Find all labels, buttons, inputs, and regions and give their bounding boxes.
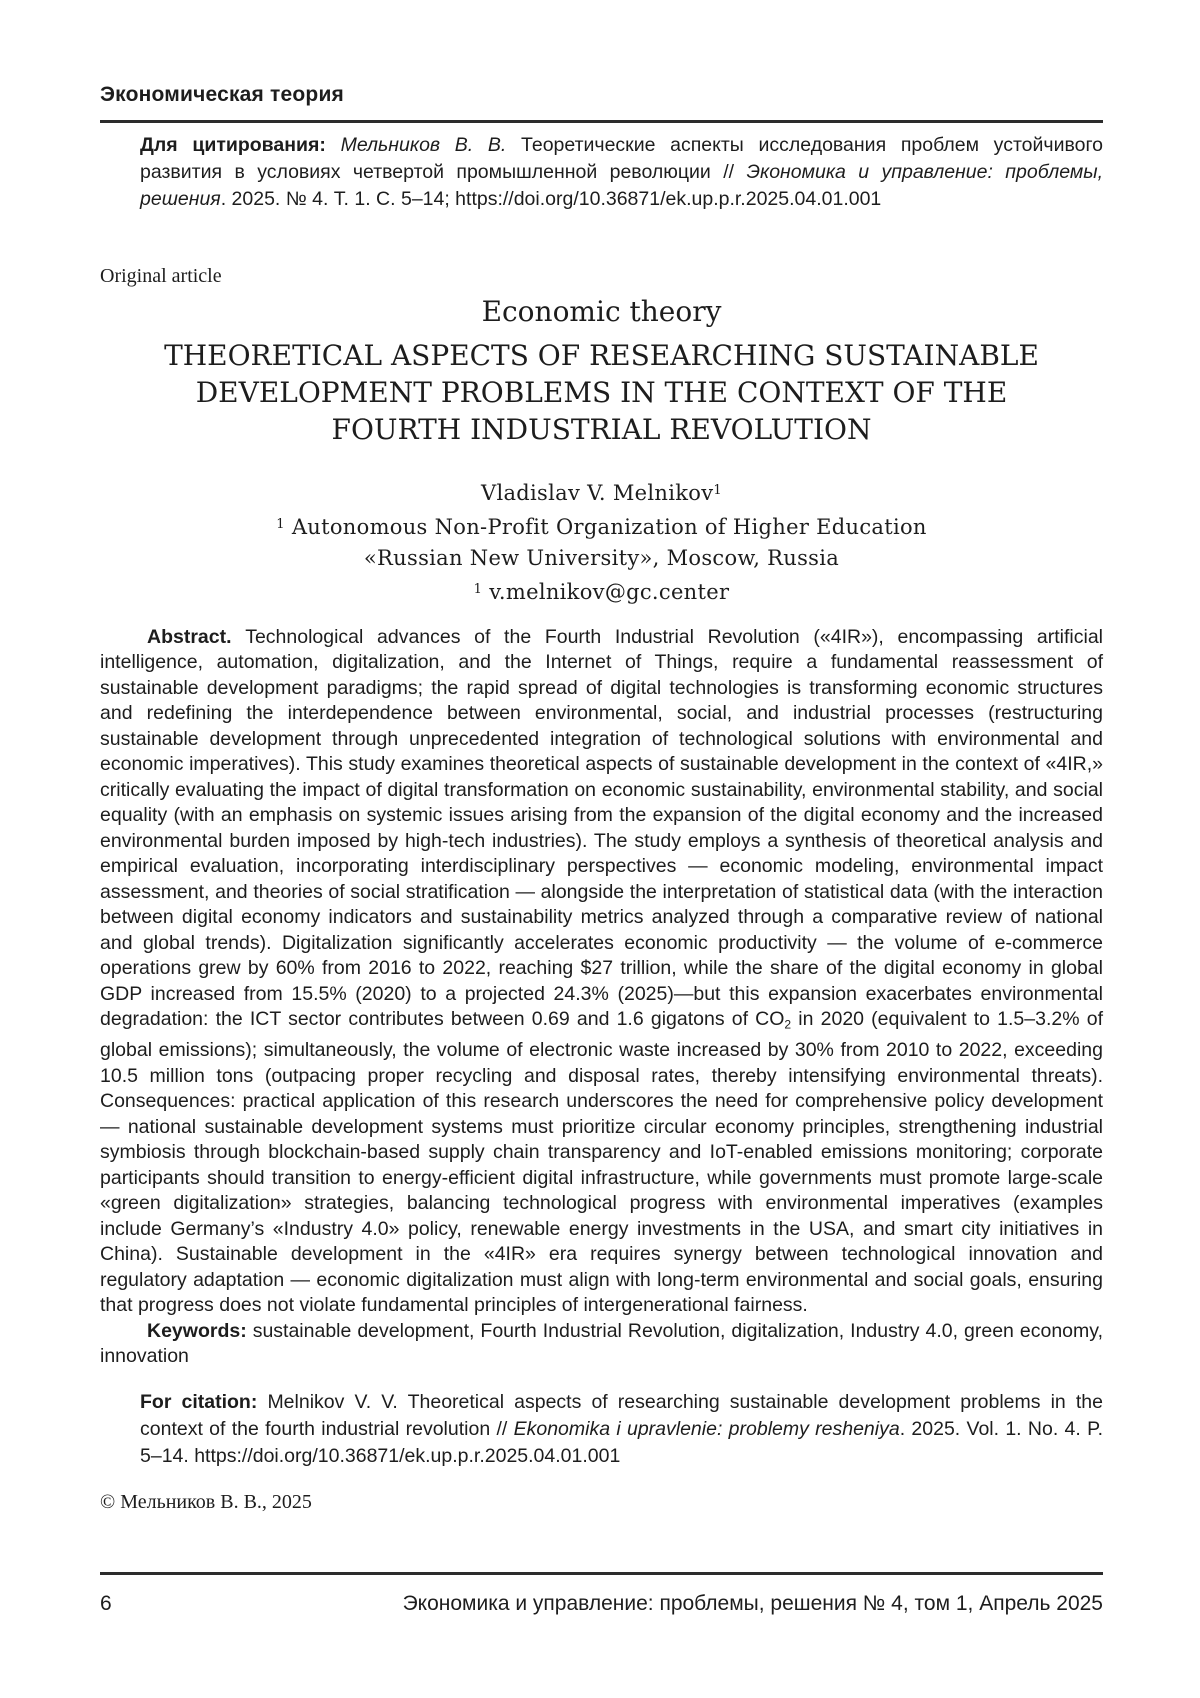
section-heading-ru: Экономическая теория (100, 83, 345, 106)
footer-row (100, 1592, 1103, 1616)
citation-ru: Для цитирования: Мельников В. В. Теоретические аспекты исследования проблем устойчивого развития в условиях четвертой промышленной революции // Экономика и управление: проблемы, решения. 2025. № 4. Т. 1. С. 5–14; https://doi.org/10.36871/ek.up.p.r.2025.04.01.001 (140, 134, 1104, 210)
section-heading-en: Economic theory (481, 295, 722, 328)
title-line-2: DEVELOPMENT PROBLEMS IN THE CONTEXT OF THE (195, 376, 1008, 409)
author-affiliation-line2: «Russian New University», Moscow, Russia (363, 545, 840, 570)
author-email: $^1$ v.melnikov@gc.center (473, 579, 730, 604)
page-number: 6 (100, 1592, 112, 1615)
title-line-1: THEORETICAL ASPECTS OF RESEARCHING SUSTAINABLE (164, 339, 1039, 372)
title-line-3: FOURTH INDUSTRIAL REVOLUTION (331, 413, 872, 446)
page-content (100, 0, 1103, 1514)
keywords-paragraph: Keywords: sustainable development, Fourth Industrial Revolution, digitalization, Industry 4.0, green economy, innovation (100, 1319, 1103, 1368)
page-footer (100, 1572, 1103, 1616)
article-title (100, 337, 1103, 448)
footer-rule (100, 1572, 1103, 1575)
journal-footer-line: Экономика и управление: проблемы, решения № 4, том 1, Апрель 2025 (402, 1592, 1103, 1615)
article-type-label: Original article (100, 265, 222, 287)
citation-en: For citation: Melnikov V. V. Theoretical aspects of researching sustainable development problems in the context of the fourth industrial revolution // Ekonomika i upravlenie: problemy resheniya. 2025. Vol. 1. No. 4. P. 5–14. https://doi.org/10.36871/ek.up.p.r.2025.04.01.001 (140, 1391, 1104, 1468)
author-affiliation-line1: $^1$ Autonomous Non-Profit Organization of Higher Education (276, 514, 927, 539)
copyright-line: © Мельников В. В., 2025 (100, 1490, 312, 1513)
author-block (100, 475, 1103, 608)
header-rule (100, 120, 1103, 123)
abstract-paragraph: Abstract. Technological advances of the Fourth Industrial Revolution («4IR»), encompassing artificial intelligence, automation, digitalization, and the Internet of Things, require a fundamental reassessment of sustainable development paradigms; the rapid spread of digital technologies is transforming economic structures and redefining the interdependence between environmental, social, and industrial processes (restructuring sustainable development through unprecedented integration of technological solutions with environmental and economic imperatives). This study examines theoretical aspects of sustainable development in the context of «4IR,» critically evaluating the impact of digital transformation on economic sustainability, environmental stability, and social equality (with an emphasis on systemic issues arising from the expansion of the digital economy and the increased environmental burden imposed by high-tech industries). The study employs a synthesis of theoretical analysis and empirical evaluation, incorporating interdisciplinary perspectives — economic modeling, environmental impact assessment, and theories of social stratification — alongside the interpretation of statistical data (with the interaction between digital economy indicators and sustainability metrics analyzed through a comparative review of national and global trends). Digitalization significantly accelerates economic productivity — the volume of e-commerce operations grew by 60% from 2016 to 2022, reaching $27 trillion, while the share of the digital economy in global GDP increased from 15.5% (2020) to a projected 24.3% (2025)—but this expansion exacerbates environmental degradation: the ICT sector contributes between 0.69 and 1.6 gigatons of CO2 in 2020 (equivalent to 1.5–3.2% of global emissions); simultaneously, the volume of electronic waste increased by 30% from 2010 to 2022, exceeding 10.5 million tons (outpacing proper recycling and disposal rates, thereby intensifying environmental threats). Consequences: practical application of this research underscores the need for comprehensive policy development — national sustainable development systems must prioritize circular economy principles, strengthening industrial symbiosis through blockchain-based supply chain transparency and IoT-enabled emissions monitoring; corporate participants should transition to energy-efficient digital infrastructure, while governments must promote large-scale «green digitalization» strategies, balancing technological progress with environmental imperatives (examples include Germany’s «Industry 4.0» policy, renewable energy investments in the USA, and smart city initiatives in China). Sustainable development in the «4IR» era requires synergy between technological innovation and regulatory adaptation — economic digitalization must align with long-term environmental and social goals, ensuring that progress does not violate fundamental principles of intergenerational fairness. (100, 625, 1103, 1317)
author-name: Vladislav V. Melnikov$^1$ (481, 480, 722, 505)
